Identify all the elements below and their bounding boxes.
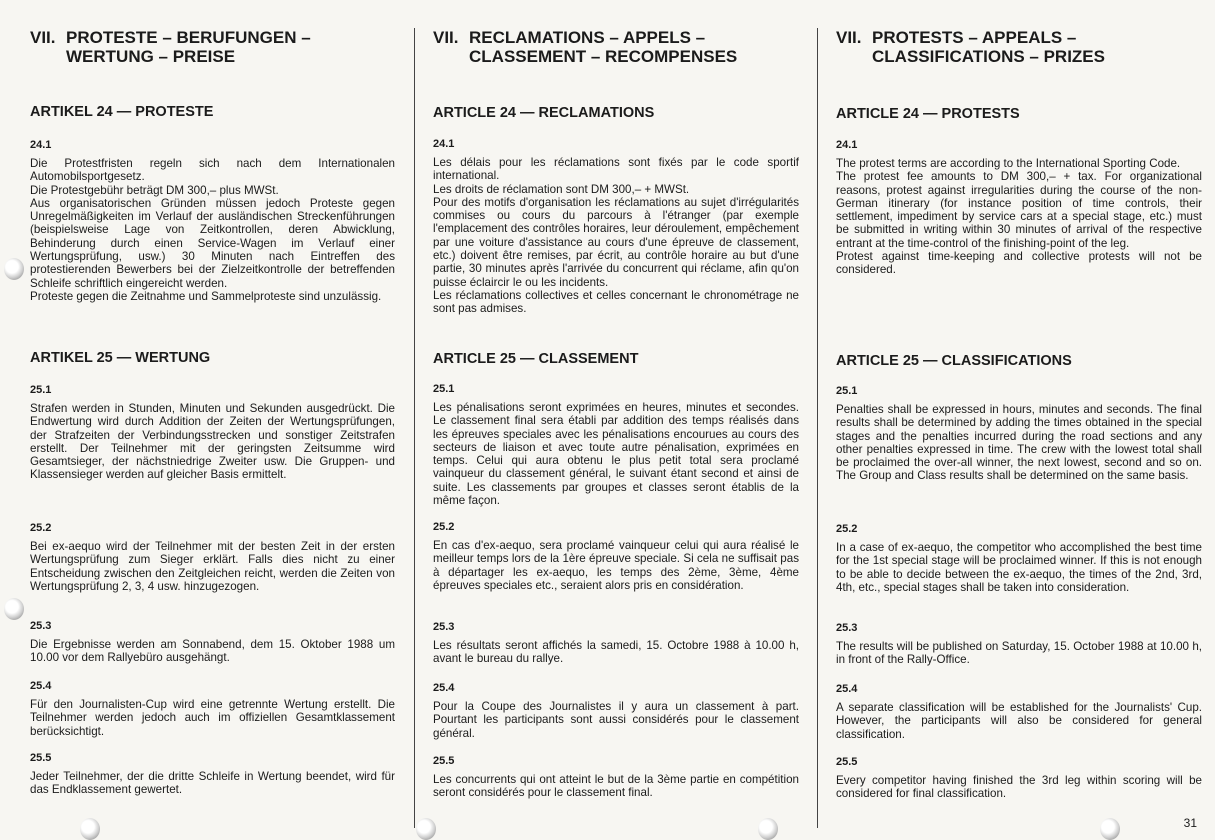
section-text: Les concurrents qui ont atteint le but de la 3ème partie en compétition seront considérés pour le classement final.: [433, 773, 799, 800]
section-number: 25.5: [433, 755, 455, 767]
section-25-4: [433, 682, 799, 740]
chapter-number: VII.: [836, 28, 862, 47]
section-text: Jeder Teilnehmer, der die dritte Schleife in Wertung beendet, wird für das Endklassement gewertet.: [30, 770, 395, 797]
section-25-5: [30, 752, 395, 797]
article-24-heading: ARTICLE 24 — PROTESTS: [836, 106, 1020, 122]
section-number: 25.3: [836, 622, 858, 634]
punch-hole: [4, 598, 24, 620]
section-number: 25.2: [433, 521, 455, 533]
section-text: Die Ergebnisse werden am Sonnabend, dem 15. Oktober 1988 um 10.00 vor dem Rallyebüro ausgehängt.: [30, 638, 395, 665]
section-text: Die Protestfristen regeln sich nach dem Internationalen Automobilsportgesetz. Die Protestgebühr beträgt DM 300,– plus MWSt. Aus organisatorischen Gründen müssen jedoch Proteste gegen Unregelmäßigkeiten im Verlauf der ausländischen Streckenführungen (beispielsweise Lage von Zeitkontrollen, deren Abwicklung, Behinderung durch einen Service-Wagen im Verlauf einer Wertungsprüfung, usw.) 30 Minuten nach Eintreffen des protestierenden Bewerbers bei der Zielzeitkontrolle der betreffenden Schleife schriftlich eingereicht werden. Proteste gegen die Zeitnahme und Sammelproteste sind unzulässig.: [30, 157, 395, 303]
section-number: 25.1: [30, 384, 52, 396]
column-divider: [414, 28, 415, 828]
section-text: A separate classification will be established for the Journalists' Cup. However, the participants will also be considered for general classification.: [836, 701, 1202, 741]
section-25-5: [433, 755, 799, 800]
section-text: Every competitor having finished the 3rd leg within scoring will be considered for final classification.: [836, 774, 1202, 801]
section-25-1: [836, 385, 1202, 483]
section-number: 25.1: [836, 385, 858, 397]
section-25-5: [836, 756, 1202, 801]
section-text: Strafen werden in Stunden, Minuten und Sekunden ausgedrückt. Die Endwertung wird durch Addition der Zeiten der Wertungsprüfungen, der Strafzeiten der Verbindungsstrecken und sonstiger Zeitstrafen erstellt. Der Teilnehmer mit der geringsten Zeitsumme wird Gesamtsieger, der nächstniedrige Zweiter usw. Die Gruppen- und Klassensieger werden auf gleicher Basis ermittelt.: [30, 402, 395, 482]
section-text: Pour la Coupe des Journalistes il y aura un classement à part. Pourtant les participants sont aussi considérés pour le classement général.: [433, 700, 799, 740]
article-24-heading: ARTIKEL 24 — PROTESTE: [30, 104, 214, 120]
section-text: The results will be published on Saturday, 15. October 1988 at 10.00 h, in front of the Rally-Office.: [836, 640, 1202, 667]
section-25-3: [433, 621, 799, 666]
section-25-2: [30, 522, 395, 593]
section-25-4: [836, 683, 1202, 741]
section-number: 25.4: [30, 680, 52, 692]
section-number: 25.2: [836, 523, 858, 535]
chapter-title-line-1: PROTESTE – BERUFUNGEN –: [66, 28, 311, 47]
chapter-title-line-1: RECLAMATIONS – APPELS –: [469, 28, 706, 47]
section-number: 24.1: [30, 139, 52, 151]
column-divider: [817, 28, 818, 828]
section-24-1: [30, 139, 395, 303]
section-text: The protest terms are according to the International Sporting Code. The protest fee amounts to DM 300,– + tax. For organizational reasons, protest against irregularities during the course of the non-German itinerary (for instance position of time controls, their settlement, impediment by service cars at a special stage, etc.) must be submitted in writing within 30 minutes of arrival of the respective entrant at the time-control of the finishing-point of the leg. Protest against time-keeping and collective protests will not be considered.: [836, 157, 1202, 277]
article-25-heading: ARTICLE 25 — CLASSEMENT: [433, 351, 639, 367]
section-25-2: [433, 521, 799, 592]
section-25-1: [433, 383, 799, 507]
section-text: En cas d'ex-aequo, sera proclamé vainqueur celui qui aura réalisé le meilleur temps lors de la 1ère épreuve speciale. Si cela ne suffisait pas à départager les ex-aequo, les temps des 2ème, 3ème, 4ème épreuves speciales etc., seraient alors pris en considération.: [433, 539, 799, 592]
punch-hole: [1100, 818, 1120, 840]
section-24-1: [433, 138, 799, 316]
section-25-2: [836, 523, 1202, 594]
punch-hole: [4, 258, 24, 280]
section-25-3: [836, 622, 1202, 667]
section-text: In a case of ex-aequo, the competitor who accomplished the best time for the 1st special stage will be proclaimed winner. If this is not enough to be able to decide between the ex-aequo, the times of the 2nd, 3rd, 4th, etc., special stages shall be taken into consideration.: [836, 541, 1202, 594]
page-number: 31: [1183, 816, 1197, 830]
chapter-title-line-1: PROTESTS – APPEALS –: [872, 28, 1077, 47]
punch-hole: [758, 818, 778, 840]
section-text: Les pénalisations seront exprimées en heures, minutes et secondes. Le classement final sera établi par addition des temps réalisés dans les épreuves speciales avec les pénalisations encourues au cours des secteurs de liaison et avec toute autre pénalisation, exprimées en temps. Celui qui aura obtenu le plus petit total sera proclamé vainqueur du classement général, le suivant étant second et ainsi de suite. Les classements par groupes et classes seront établis de la même façon.: [433, 401, 799, 508]
section-25-1: [30, 384, 395, 482]
section-number: 25.1: [433, 383, 455, 395]
chapter-title-line-2: WERTUNG – PREISE: [66, 47, 236, 66]
article-24-heading: ARTICLE 24 — RECLAMATIONS: [433, 105, 655, 121]
section-text: Les délais pour les réclamations sont fixés par le code sportif international. Les droits de réclamation sont DM 300,– + MWSt. Pour des motifs d'organisation les réclamations au sujet d'irrégularités commises ou cours du parcours à l'étranger (par exemple l'emplacement des contrôles horaires, leur déroulement, empêchement par une voiture d'assistance au cours d'une épreuve de classement, etc.) doivent être remises, par écrit, au contrôle horaire au but d'une partie, 30 minutes après l'arrivée du concurrent qui réclame, afin qu'on puisse éclaircir le ou les incidents. Les réclamations collectives et celles concernant le chronométrage ne sont pas admises.: [433, 156, 799, 316]
article-25-heading: ARTIKEL 25 — WERTUNG: [30, 350, 211, 366]
section-text: Les résultats seront affichés la samedi, 15. Octobre 1988 à 10.00 h, avant le bureau du rallye.: [433, 639, 799, 666]
section-25-3: [30, 620, 395, 665]
section-number: 25.2: [30, 522, 52, 534]
section-number: 25.5: [30, 752, 52, 764]
section-number: 25.3: [433, 621, 455, 633]
chapter-title-line-2: CLASSIFICATIONS – PRIZES: [872, 47, 1105, 66]
section-number: 25.3: [30, 620, 52, 632]
chapter-number: VII.: [433, 28, 459, 47]
section-number: 25.4: [433, 682, 455, 694]
chapter-number: VII.: [30, 28, 56, 47]
section-24-1: [836, 139, 1202, 277]
section-text: Bei ex-aequo wird der Teilnehmer mit der besten Zeit in der ersten Wertungsprüfung zum Sieger erklärt. Falls dies nicht zu einer Entscheidung zwischen den Zeitgleichen reicht, werden die Zeiten von Wertungsprüfung 2, 3, 4 usw. hinzugezogen.: [30, 540, 395, 593]
chapter-title-line-2: CLASSEMENT – RECOMPENSES: [469, 47, 738, 66]
punch-hole: [80, 818, 100, 840]
article-25-heading: ARTICLE 25 — CLASSIFICATIONS: [836, 353, 1072, 369]
section-25-4: [30, 680, 395, 738]
punch-hole: [416, 818, 436, 840]
section-number: 25.4: [836, 683, 858, 695]
section-number: 24.1: [836, 139, 858, 151]
section-number: 25.5: [836, 756, 858, 768]
section-number: 24.1: [433, 138, 455, 150]
section-text: Für den Journalisten-Cup wird eine getrennte Wertung erstellt. Die Teilnehmer werden jedoch auch im offiziellen Gesamtklassement berücksichtigt.: [30, 698, 395, 738]
section-text: Penalties shall be expressed in hours, minutes and seconds. The final results shall be determined by adding the times obtained in the special stages and the penalties incurred during the road sections and any other penalties expressed in time. The crew with the lowest total shall be proclaimed the over-all winner, the next lowest, second and so on. The Group and Class results shall be determined on the same basis.: [836, 403, 1202, 483]
